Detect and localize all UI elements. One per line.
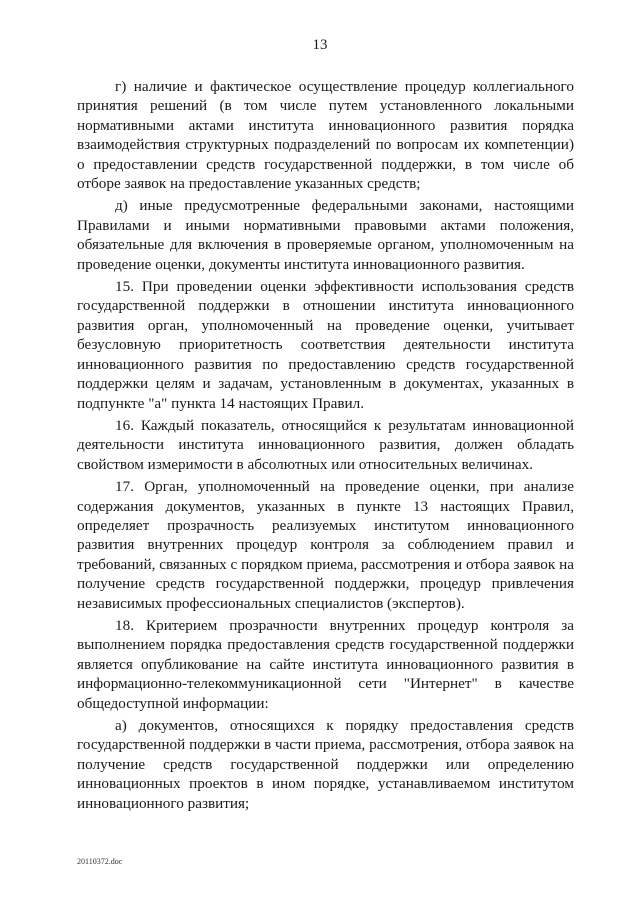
paragraph-subitem-a: а) документов, относящихся к порядку предоставления средств государственной поддержки в части приема, рассмотрения, отбора заявок на получение средств государственной поддержки или определению инновационных проектов в ином порядке, устанавливаемом институтом инновационного развития; (77, 717, 574, 812)
footer-file-code: 20110372.doc (77, 857, 123, 866)
paragraph-item-18: 18. Критерием прозрачности внутренних процедур контроля за выполнением порядка предоставления средств государственной поддержки является опубликование на сайте института инновационного развития в информационно-телекоммуникационной сети "Интернет" в качестве общедоступной информации: (77, 616, 574, 712)
paragraph-item-15: 15. При проведении оценки эффективности использования средств государственной поддержки в отношении института инновационного развития орган, уполномоченный на проведение оценки, учитывает безусловную приоритетность соответствия деятельности института инновационного развития по предоставлению средств государственной поддержки целям и задачам, установленным в документах, указанных в подпункте "а" пункта 14 настоящих Правил. (77, 278, 574, 412)
page-number: 13 (312, 37, 328, 53)
paragraph-item-16: 16. Каждый показатель, относящийся к результатам инновационной деятельности института инновационного развития, должен обладать свойством измеримости в абсолютных или относительных величинах. (77, 416, 574, 473)
paragraph-subitem-d: д) иные предусмотренные федеральными законами, настоящими Правилами и иными нормативными правовыми актами положения, обязательные для включения в проверяемые органом, уполномоченным на проведение оценки, документы института инновационного развития. (77, 197, 574, 273)
document-body (77, 77, 574, 816)
paragraph-item-17: 17. Орган, уполномоченный на проведение оценки, при анализе содержания документов, указанных в пункте 13 настоящих Правил, определяет прозрачность реализуемых институтом инновационного развития внутренних процедур контроля за соблюдением правил и требований, связанных с порядком приема, рассмотрения и отбора заявок на получение средств государственной поддержки, процедур привлечения независимых профессиональных специалистов (экспертов). (77, 478, 574, 612)
paragraph-subitem-g: г) наличие и фактическое осуществление процедур коллегиального принятия решений (в том числе путем установленного локальными нормативными актами института инновационного развития порядка взаимодействия структурных подразделений по вопросам их компетенции) о предоставлении средств государственной поддержки, в том числе об отборе заявок на предоставление указанных средств; (77, 78, 574, 193)
